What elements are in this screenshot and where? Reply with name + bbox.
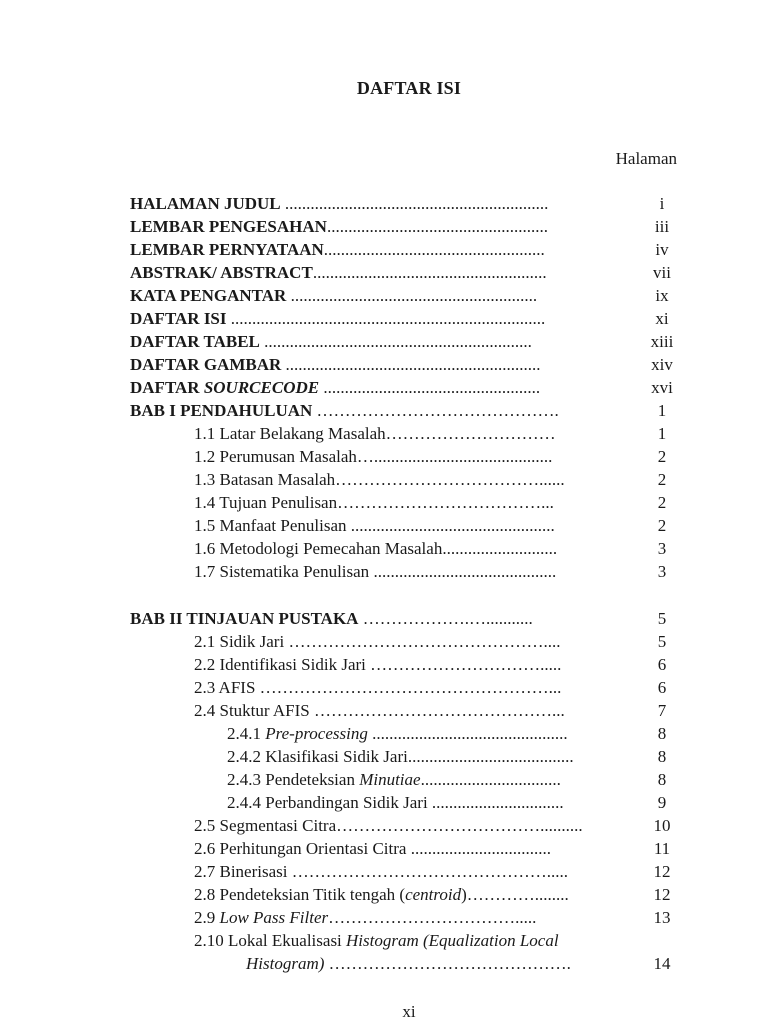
toc-entry-1-7[interactable] <box>0 560 768 583</box>
dot-leader: ……………………………….......... <box>336 816 583 835</box>
dot-leader: ……………………………..... <box>328 908 537 927</box>
toc-entry-bab-2[interactable] <box>0 607 768 630</box>
toc-entry-label: 2.6 Perhitungan Orientasi Citra <box>194 839 407 858</box>
toc-entry-label: 2.10 Lokal Ekualisasi <box>194 931 347 950</box>
toc-entry-page: iv <box>655 240 669 259</box>
toc-entry-abstrak[interactable] <box>0 261 768 284</box>
toc-entry-label: 2.1 Sidik Jari <box>194 632 285 651</box>
toc-entry-page: 6 <box>657 655 667 674</box>
dot-leader: .............................................. <box>367 724 568 743</box>
toc-entry-label: 1.3 Batasan Masalah <box>194 470 336 489</box>
toc-entry-page: 7 <box>657 701 667 720</box>
dot-leader: ............................... <box>427 793 564 812</box>
toc-entry-1-2[interactable] <box>0 445 768 468</box>
dot-leader: ………………………… <box>385 424 556 443</box>
toc-entry-daftar-tabel[interactable] <box>0 330 768 353</box>
toc-entry-2-4-2[interactable] <box>0 745 768 768</box>
toc-entry-page: 2 <box>657 447 667 466</box>
page-number: xi <box>402 1002 416 1021</box>
toc-entry-label-italic: Minutiae <box>359 770 421 789</box>
toc-entry-page: 12 <box>653 885 671 904</box>
toc-entry-2-3[interactable] <box>0 676 768 699</box>
dot-leader: ……………………………………………... <box>255 678 562 697</box>
toc-entry-page: 1 <box>657 424 667 443</box>
dot-leader: ....................................... <box>407 747 574 766</box>
toc-entry-page: 2 <box>657 470 667 489</box>
toc-entry-page: xvi <box>651 378 673 397</box>
toc-entry-page: 8 <box>657 724 667 743</box>
toc-entry-label: 2.4.4 Perbandingan Sidik Jari <box>227 793 428 812</box>
toc-entry-2-4-4[interactable] <box>0 791 768 814</box>
toc-entry-label-italic: Histogram (Equalization Local <box>346 931 559 950</box>
dot-leader: ……………………………………. <box>312 401 559 420</box>
toc-entry-halaman-judul[interactable] <box>0 192 768 215</box>
toc-entry-2-6[interactable] <box>0 837 768 860</box>
toc-entry-page: xiii <box>650 332 674 351</box>
toc-entry-page: 8 <box>657 770 667 789</box>
toc-entry-label-italic: SOURCECODE <box>203 378 320 397</box>
toc-entry-label: 2.4.1 <box>227 724 266 743</box>
toc-entry-label: 1.5 Manfaat Penulisan <box>194 516 347 535</box>
toc-entry-page: 14 <box>653 954 671 973</box>
toc-entry-label-continuation: Histogram) <box>246 954 325 973</box>
toc-entry-label: DAFTAR ISI <box>130 309 227 328</box>
toc-entry-bab-1[interactable] <box>0 399 768 422</box>
toc-entry-label: 2.4.3 Pendeteksian <box>227 770 360 789</box>
dot-leader: ……………………………………….... <box>284 632 561 651</box>
toc-entry-label: ABSTRAK/ ABSTRACT <box>130 263 313 282</box>
dot-leader: ................................. <box>420 770 561 789</box>
toc-entry-2-5[interactable] <box>0 814 768 837</box>
toc-entry-lembar-pernyataan[interactable] <box>0 238 768 261</box>
toc-entry-1-4[interactable] <box>0 491 768 514</box>
dot-leader: ........................................... <box>369 562 557 581</box>
toc-entry-label: 1.7 Sistematika Penulisan <box>194 562 370 581</box>
toc-entry-label: DAFTAR GAMBAR <box>130 355 282 374</box>
dot-leader: ….......................................... <box>356 447 553 466</box>
table-of-contents <box>0 192 768 975</box>
toc-entry-page: 11 <box>653 839 671 858</box>
toc-entry-daftar-gambar[interactable] <box>0 353 768 376</box>
dot-leader: .................................................... <box>323 240 545 259</box>
dot-leader: .......................................................................... <box>226 309 546 328</box>
toc-entry-label: LEMBAR PERNYATAAN <box>130 240 324 259</box>
toc-entry-page: xi <box>655 309 669 328</box>
dot-leader: …………........ <box>466 885 569 904</box>
toc-entry-label: DAFTAR <box>130 378 204 397</box>
dot-leader: ………………………………... <box>337 493 554 512</box>
toc-entry-page: 2 <box>657 516 667 535</box>
toc-entry-label: DAFTAR TABEL <box>130 332 260 351</box>
toc-entry-2-9[interactable] <box>0 906 768 929</box>
toc-entry-2-7[interactable] <box>0 860 768 883</box>
toc-entry-page: i <box>659 194 665 213</box>
dot-leader: …………………………..... <box>365 655 562 674</box>
toc-entry-page: 12 <box>653 862 671 881</box>
dot-leader: ……………………………………... <box>309 701 565 720</box>
toc-entry-page: 5 <box>657 632 667 651</box>
toc-entry-label: 2.7 Binerisasi <box>194 862 288 881</box>
toc-entry-label: 2.3 AFIS <box>194 678 256 697</box>
toc-entry-page: 6 <box>657 678 667 697</box>
dot-leader: ……………………………………. <box>324 954 571 973</box>
toc-entry-label: 2.2 Identifikasi Sidik Jari <box>194 655 366 674</box>
toc-entry-label: BAB II TINJAUAN PUSTAKA <box>130 609 359 628</box>
toc-entry-kata-pengantar[interactable] <box>0 284 768 307</box>
dot-leader: ................................................ <box>346 516 555 535</box>
dot-leader: .................................................... <box>326 217 548 236</box>
toc-entry-lembar-pengesahan[interactable] <box>0 215 768 238</box>
toc-entry-page: 9 <box>657 793 667 812</box>
dot-leader: ....................................................... <box>312 263 547 282</box>
toc-entry-page: iii <box>654 217 670 236</box>
toc-entry-page: 5 <box>657 609 667 628</box>
toc-entry-label: BAB I PENDAHULUAN <box>130 401 313 420</box>
dot-leader: ................................. <box>406 839 551 858</box>
toc-entry-2-10[interactable] <box>0 929 768 975</box>
toc-entry-page: 2 <box>657 493 667 512</box>
toc-entry-page: vii <box>653 263 671 282</box>
toc-entry-2-1[interactable] <box>0 630 768 653</box>
toc-entry-label: 1.2 Perumusan Masalah <box>194 447 357 466</box>
toc-entry-label: 1.4 Tujuan Penulisan <box>194 493 338 512</box>
toc-entry-label: 1.1 Latar Belakang Masalah <box>194 424 386 443</box>
toc-entry-page: 10 <box>653 816 671 835</box>
toc-entry-1-1[interactable] <box>0 422 768 445</box>
toc-entry-daftar-sourcecode[interactable] <box>0 376 768 399</box>
dot-leader: ............................................................... <box>259 332 532 351</box>
toc-entry-label: 2.5 Segmentasi Citra <box>194 816 337 835</box>
toc-entry-label: 2.4 Stuktur AFIS <box>194 701 310 720</box>
toc-entry-label: LEMBAR PENGESAHAN <box>130 217 327 236</box>
toc-entry-page: 3 <box>657 562 667 581</box>
toc-entry-label: KATA PENGANTAR <box>130 286 287 305</box>
page-column-header: Halaman <box>615 149 677 168</box>
dot-leader: ............................................................ <box>281 355 541 374</box>
toc-entry-2-2[interactable] <box>0 653 768 676</box>
dot-leader: ………………………………………..... <box>287 862 568 881</box>
toc-entry-label-italic: centroid <box>405 885 462 904</box>
toc-entry-label: HALAMAN JUDUL <box>130 194 281 213</box>
toc-entry-2-4-3[interactable] <box>0 768 768 791</box>
dot-leader: ………………………………...... <box>335 470 565 489</box>
toc-entry-daftar-isi[interactable] <box>0 307 768 330</box>
toc-entry-page: 13 <box>653 908 671 927</box>
toc-entry-1-3[interactable] <box>0 468 768 491</box>
toc-entry-page: xiv <box>651 355 673 374</box>
toc-title: DAFTAR ISI <box>356 78 462 98</box>
toc-entry-2-4[interactable] <box>0 699 768 722</box>
toc-entry-page: 1 <box>657 401 667 420</box>
toc-entry-page: 3 <box>657 539 667 558</box>
toc-entry-page: ix <box>655 286 669 305</box>
toc-entry-label: 2.8 Pendeteksian Titik tengah ( <box>194 885 406 904</box>
toc-entry-page: 8 <box>657 747 667 766</box>
dot-leader: ........................... <box>442 539 558 558</box>
toc-entry-1-6[interactable] <box>0 537 768 560</box>
toc-entry-label: 2.4.2 Klasifikasi Sidik Jari <box>227 747 408 766</box>
toc-entry-label-italic: Pre-processing <box>265 724 368 743</box>
toc-entry-2-8[interactable] <box>0 883 768 906</box>
toc-entry-1-5[interactable] <box>0 514 768 537</box>
toc-entry-label: 1.6 Metodologi Pemecahan Masalah <box>194 539 443 558</box>
toc-entry-2-4-1[interactable] <box>0 722 768 745</box>
toc-entry-label-italic: Low Pass Filter <box>219 908 329 927</box>
dot-leader: ……………….…........... <box>358 609 533 628</box>
toc-entry-label-suffix: ) <box>461 885 467 904</box>
dot-leader: .......................................................... <box>286 286 538 305</box>
dot-leader: ................................................... <box>319 378 541 397</box>
toc-entry-label: 2.9 <box>194 908 220 927</box>
dot-leader: .............................................................. <box>280 194 549 213</box>
